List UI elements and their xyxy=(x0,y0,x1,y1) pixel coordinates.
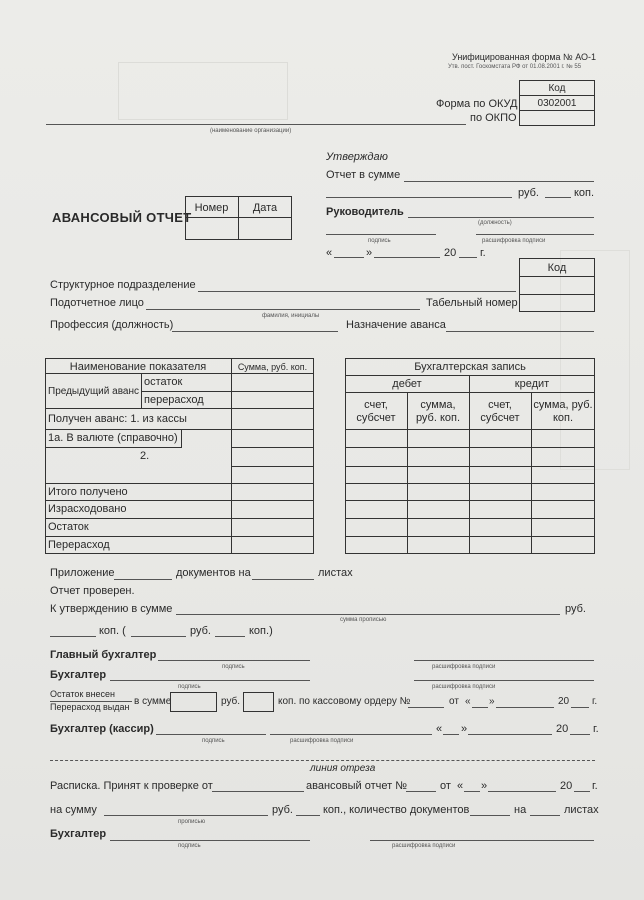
org-line xyxy=(46,124,466,125)
accountant-cashier-label: Бухгалтер (кассир) xyxy=(50,723,154,735)
credit-amount-label: сумма, руб. коп. xyxy=(533,399,593,424)
approve-kop2-line xyxy=(215,636,245,637)
receipt-label: Расписка. Принят к проверке от xyxy=(50,780,213,792)
year-line xyxy=(459,257,477,258)
debit-account-label: счет, субсчет xyxy=(356,399,396,424)
faint-ghost-box xyxy=(118,62,288,120)
cash-order-year-prefix: 20 xyxy=(558,696,570,707)
approve-rub2-label: руб. xyxy=(190,625,211,637)
chief-signature-caption: подпись xyxy=(222,664,245,670)
cash-order-year-line xyxy=(571,707,589,708)
sum-words-caption: сумма прописью xyxy=(340,617,387,623)
sheets-line xyxy=(530,815,560,816)
item2-label: 2. xyxy=(140,450,150,462)
receipt-day-line xyxy=(464,791,480,792)
head-position-line xyxy=(408,217,594,218)
rt-col-line xyxy=(531,392,532,554)
rt-row-line xyxy=(345,466,595,467)
final-decode-caption: расшифровка подписи xyxy=(392,843,456,849)
org-caption: (наименование организации) xyxy=(210,128,292,134)
lt-row-line xyxy=(45,373,314,374)
for-sum-kop-line xyxy=(296,815,320,816)
info-code-divider-2 xyxy=(519,294,595,295)
in-sum-rub-label: руб. xyxy=(221,696,241,707)
receipt-from-label: от xyxy=(440,780,451,792)
date-day-line xyxy=(334,257,364,258)
rt-col-line xyxy=(469,375,470,554)
lt-col1-header: Наименование показателя xyxy=(69,361,207,373)
final-signature-caption: подпись xyxy=(178,843,201,849)
attachment-count-line xyxy=(114,579,172,580)
date-close: » xyxy=(366,247,373,259)
cash-order-month-line xyxy=(496,707,554,708)
lt-row-line xyxy=(231,447,314,448)
year-suffix: г. xyxy=(480,247,486,259)
head-decode-line xyxy=(476,234,594,235)
balance-label: остаток xyxy=(144,376,183,388)
cut-line xyxy=(50,760,595,761)
tab-number-label: Табельный номер xyxy=(426,297,518,309)
purpose-line xyxy=(446,331,594,332)
cashier-year-line xyxy=(570,734,590,735)
lt-row-line xyxy=(45,536,314,537)
accountant-signature-line xyxy=(110,680,310,681)
rt-col-line xyxy=(407,392,408,554)
balance-deposited-label: Остаток внесен xyxy=(50,689,116,699)
sheets-count-line xyxy=(252,579,314,580)
accountant-signature-caption: подпись xyxy=(178,684,201,690)
chief-accountant-label: Главный бухгалтер xyxy=(50,649,157,661)
rt-row-line xyxy=(345,500,595,501)
report-number-line xyxy=(406,791,436,792)
overspend-issued-label: Перерасход выдан xyxy=(50,702,130,712)
rt-row-line xyxy=(345,375,595,376)
date-open: « xyxy=(326,247,333,259)
receipt-year-suffix: г. xyxy=(592,780,598,792)
accountant-decode-line xyxy=(414,680,594,681)
accountant-label: Бухгалтер xyxy=(50,669,107,681)
lt-row-line xyxy=(45,408,314,409)
cash-order-year-suffix: г. xyxy=(592,696,598,707)
credit-label: кредит xyxy=(514,378,550,390)
date-label: Дата xyxy=(252,202,278,214)
kop-label: коп. xyxy=(574,187,595,199)
final-signature-line xyxy=(110,840,310,841)
rt-title: Бухгалтерская запись xyxy=(414,361,526,373)
profession-line xyxy=(172,331,338,332)
debit-amount-label: сумма, руб. коп. xyxy=(415,399,461,424)
lt-row-line xyxy=(45,483,314,484)
approve-rub-label: руб. xyxy=(565,603,586,615)
approve-kop-line xyxy=(50,636,96,637)
advance-report-no-label: авансовый отчет № xyxy=(306,780,408,792)
spent-label: Израсходовано xyxy=(48,503,127,515)
overspend-label: перерасход xyxy=(144,394,204,406)
in-sum-label: в сумме xyxy=(134,696,172,707)
lt-row-line xyxy=(45,518,314,519)
chief-decode-line xyxy=(414,660,594,661)
remainder-label: Остаток xyxy=(48,521,89,533)
for-sum-label: на сумму xyxy=(50,804,97,816)
on-label: на xyxy=(514,804,527,816)
for-sum-line xyxy=(104,815,268,816)
approve-sum-line xyxy=(176,614,560,615)
cash-order-date-open: « xyxy=(465,696,471,707)
overrun-label: Перерасход xyxy=(48,539,110,551)
cashier-date-open: « xyxy=(436,723,443,735)
person-label: Подотчетное лицо xyxy=(50,297,144,309)
kop-close-label: коп.) xyxy=(249,625,273,637)
chief-decode-caption: расшифровка подписи xyxy=(432,664,496,670)
rt-row-line xyxy=(345,536,595,537)
total-received-label: Итого получено xyxy=(48,486,128,498)
person-line xyxy=(146,309,420,310)
rt-row-line xyxy=(345,518,595,519)
cashier-decode-caption: расшифровка подписи xyxy=(290,738,354,744)
okpo-label: по ОКПО xyxy=(470,112,517,124)
signature-caption: подпись xyxy=(368,238,391,244)
credit-account-label: счет, субсчет xyxy=(480,399,520,424)
advance-table-vdivider xyxy=(231,358,232,554)
okud-code: 0302001 xyxy=(537,98,577,109)
report-sum-line xyxy=(404,181,594,182)
report-sum-line-2 xyxy=(326,197,512,198)
receipt-sheets-label: листах xyxy=(564,804,599,816)
head-signature-line xyxy=(326,234,436,235)
final-accountant-label: Бухгалтер xyxy=(50,828,107,840)
docs-count-line xyxy=(470,815,510,816)
profession-label: Профессия (должность) xyxy=(50,319,174,331)
lt-row-line xyxy=(231,466,314,467)
in-words-caption: прописью xyxy=(178,819,206,825)
form-title: Унифицированная форма № АО-1 xyxy=(452,52,597,62)
kop-docs-label: коп., количество документов xyxy=(323,804,470,816)
department-label: Структурное подразделение xyxy=(50,279,196,291)
kop-line xyxy=(545,197,571,198)
report-title: АВАНСОВЫЙ ОТЧЕТ xyxy=(52,210,192,225)
lt-row-line xyxy=(45,500,314,501)
receipt-year-line xyxy=(574,791,590,792)
documents-on-label: документов на xyxy=(176,567,251,579)
attachment-label: Приложение xyxy=(50,567,115,579)
cash-order-from-label: от xyxy=(449,696,459,707)
rt-row-line xyxy=(345,447,595,448)
receipt-date-close: » xyxy=(481,780,488,792)
report-sum-label: Отчет в сумме xyxy=(326,169,401,181)
info-code-divider xyxy=(519,276,595,277)
currency-label: 1а. В валюте (справочно) xyxy=(48,432,178,444)
kop-open-label: коп. ( xyxy=(99,625,126,637)
cash-order-date-close: » xyxy=(489,696,495,707)
receipt-date-line xyxy=(212,791,304,792)
accountant-decode-caption: расшифровка подписи xyxy=(432,684,496,690)
in-sum-rub-box xyxy=(170,692,217,712)
department-line xyxy=(198,291,516,292)
cashier-year-suffix: г. xyxy=(593,723,599,735)
lt-row-line xyxy=(141,391,314,392)
decode-caption: расшифровка подписи xyxy=(482,238,546,244)
cashier-decode-line xyxy=(270,734,432,735)
cut-line-label: линия отреза xyxy=(310,763,376,774)
prev-advance-label: Предыдущий аванс xyxy=(48,386,139,397)
in-sum-kop-box xyxy=(243,692,274,712)
code-label: Код xyxy=(548,83,566,94)
rt-row-line xyxy=(345,392,595,393)
sheets-label: листах xyxy=(318,567,353,579)
cashier-year-prefix: 20 xyxy=(556,723,569,735)
rub-label: руб. xyxy=(518,187,539,199)
cashier-date-close: » xyxy=(461,723,468,735)
cashier-month-line xyxy=(468,734,552,735)
position-caption: (должность) xyxy=(478,220,512,226)
lt-col2-header: Сумма, руб. коп. xyxy=(237,362,308,372)
receipt-year-prefix: 20 xyxy=(560,780,573,792)
cashier-signature-caption: подпись xyxy=(202,738,225,744)
for-sum-rub-label: руб. xyxy=(272,804,293,816)
cash-order-day-line xyxy=(472,707,488,708)
receipt-date-open: « xyxy=(457,780,464,792)
approve-rub2-line xyxy=(131,636,186,637)
cash-order-number-line xyxy=(408,707,444,708)
okud-label: Форма по ОКУД xyxy=(436,98,518,110)
chief-signature-line xyxy=(158,660,310,661)
approval-note: Утв. пост. Госкомстата РФ от 01.08.2001 г. № 55 xyxy=(448,64,582,70)
checked-label: Отчет проверен. xyxy=(50,585,135,597)
debit-label: дебет xyxy=(392,378,422,390)
cash-order-label: коп. по кассовому ордеру № xyxy=(278,696,411,707)
approve-label: Утверждаю xyxy=(326,151,388,163)
date-month-line xyxy=(374,257,440,258)
cashier-day-line xyxy=(443,734,459,735)
cashier-signature-line xyxy=(156,734,266,735)
rt-row-line xyxy=(345,483,595,484)
rt-row-line xyxy=(345,429,595,430)
year-prefix: 20 xyxy=(444,247,457,259)
received-label: Получен аванс: 1. из кассы xyxy=(48,413,187,425)
name-caption: фамилия, инициалы xyxy=(262,313,320,319)
code-box-divider-2 xyxy=(519,110,595,111)
head-label: Руководитель xyxy=(326,206,404,218)
receipt-month-line xyxy=(488,791,556,792)
code-box-divider xyxy=(519,95,595,96)
final-decode-line xyxy=(370,840,594,841)
number-label: Номер xyxy=(194,202,229,214)
purpose-label: Назначение аванса xyxy=(346,319,446,331)
info-code-label: Код xyxy=(547,262,567,274)
to-approve-label: К утверждению в сумме xyxy=(50,603,173,615)
